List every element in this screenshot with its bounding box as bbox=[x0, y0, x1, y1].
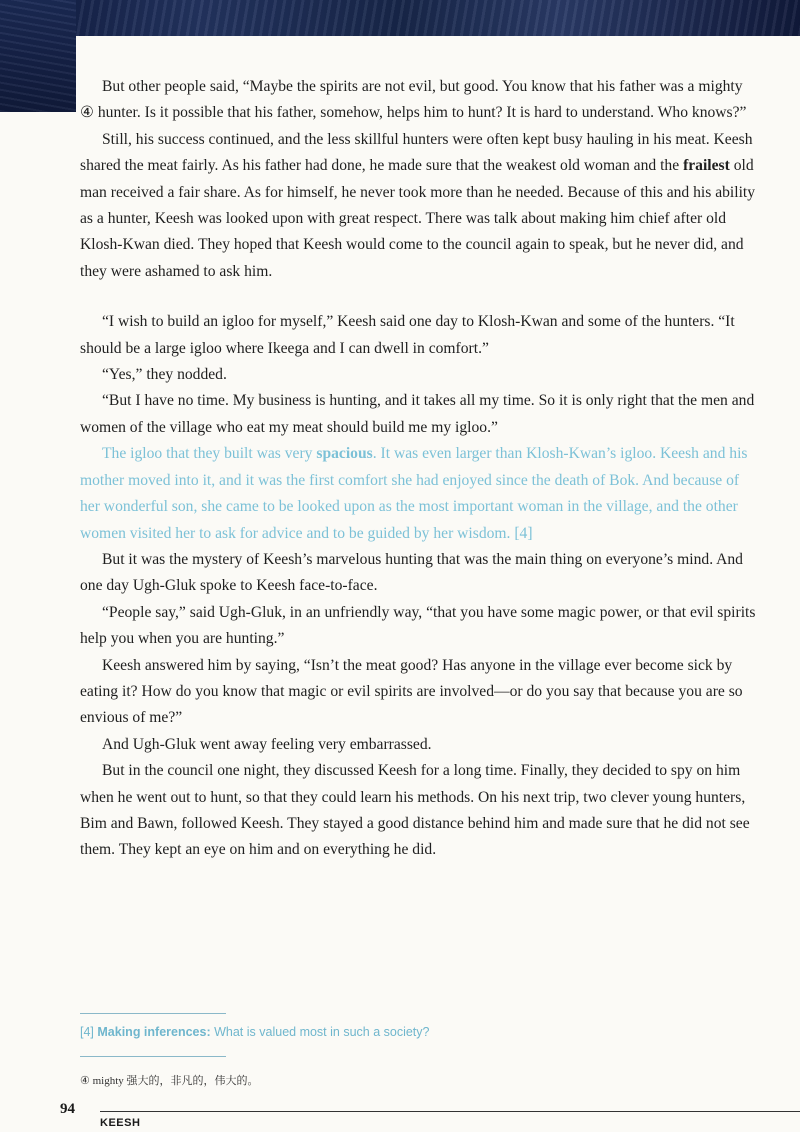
paragraph: And Ugh-Gluk went away feeling very embarrassed. bbox=[102, 735, 432, 753]
paragraph: Keesh answered him by saying, “Isn’t the meat good? Has anyone in the village ever become sick by eating it? How do you know that magic or evil spirits are involved—or do you say that because you are so envious of me?” bbox=[80, 656, 743, 727]
highlighted-paragraph: The igloo that they built was very spacious. It was even larger than Klosh-Kwan’s igloo. Keesh and his mother moved into it, and it was the first comfort she had enjoyed since the death of Bok. And because of her wonderful son, she came to be looked upon as the most important woman in the village, and the other women visited her to ask for advice and to be guided by her wisdom. [4] bbox=[80, 445, 748, 542]
paragraph: “But I have no time. My business is hunting, and it takes all my time. So it is only right that the men and women of the village who eat my meat should build me my igloo.” bbox=[80, 392, 755, 436]
vocab-gloss: ④ mighty 强大的，非凡的，伟大的。 bbox=[80, 1075, 259, 1087]
paragraph: But it was the mystery of Keesh’s marvelous hunting that was the main thing on everyone’s mind. And one day Ugh-Gluk spoke to Keesh face-to-face. bbox=[80, 550, 743, 595]
body-text bbox=[80, 74, 760, 864]
running-title: KEESH bbox=[100, 1117, 141, 1129]
left-decorative-band bbox=[0, 0, 76, 112]
footnote-divider bbox=[80, 1013, 226, 1014]
paragraph: But other people said, “Maybe the spirits are not evil, but good. You know that his father was a mighty ④ hunter. Is it possible that his father, somehow, helps him to hunt? It is hard to understand. Who knows?” bbox=[80, 78, 747, 122]
paragraph: Still, his success continued, and the less skillful hunters were often kept busy hauling in his meat. Keesh shared the meat fairly. As his father had done, he made sure that the weakest old woman and the frailest old man received a fair share. As for himself, he never took more than he needed. Because of this and his ability as a hunter, Keesh was looked upon with great respect. There was talk about making him chief after old Klosh-Kwan died. They hoped that Keesh would come to the council again to speak, but he never did, and they were ashamed to ask him. bbox=[80, 130, 756, 280]
top-decorative-band bbox=[0, 0, 800, 36]
paragraph: “I wish to build an igloo for myself,” Keesh said one day to Klosh-Kwan and some of the hunters. “It should be a large igloo where Ikeega and I can dwell in comfort.” bbox=[80, 313, 735, 357]
section-gap bbox=[80, 285, 760, 309]
paragraph: “People say,” said Ugh-Gluk, in an unfriendly way, “that you have some magic power, or that evil spirits help you when you are hunting.” bbox=[80, 603, 756, 648]
footer-rule bbox=[100, 1111, 800, 1112]
page-number: 94 bbox=[60, 1101, 75, 1117]
paragraph: “Yes,” they nodded. bbox=[102, 366, 227, 384]
gloss-divider bbox=[80, 1056, 226, 1057]
vocab-word: frailest bbox=[683, 157, 730, 175]
paragraph: But in the council one night, they discussed Keesh for a long time. Finally, they decided to spy on him when he went out to hunt, so that they could learn his methods. On his next trip, two clever young hunters, Bim and Bawn, followed Keesh. They stayed a good distance behind him and made sure that he did not see them. They kept an eye on him and on everything he did. bbox=[80, 762, 750, 859]
vocab-word: spacious bbox=[316, 445, 373, 463]
reading-question: [4] Making inferences: What is valued most in such a society? bbox=[80, 1025, 430, 1039]
